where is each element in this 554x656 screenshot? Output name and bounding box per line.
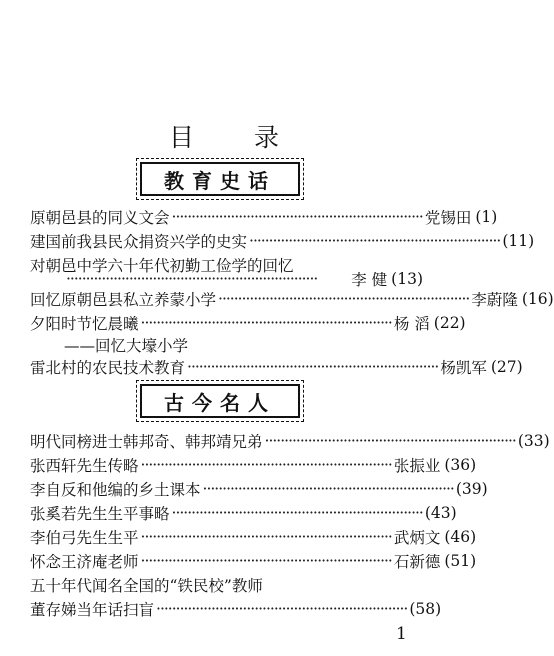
title-left-char: 目: [168, 123, 196, 152]
page-number: 1: [396, 624, 407, 644]
leader-dots: ································································: [264, 432, 516, 450]
toc-entry[interactable]: 五十年代闻名全国的“铁民校”教师: [30, 577, 263, 595]
leader-dots: ································································: [140, 456, 392, 474]
toc-entry[interactable]: 李伯弓先生生平 ································································ 武炳文 (46): [30, 528, 477, 547]
toc-entry[interactable]: 李自反和他编的乡土课本 ································································ (39): [30, 480, 488, 499]
leader-dots: ································································: [171, 504, 423, 522]
toc-entry[interactable]: 夕阳时节忆晨曦 ································································ 杨 滔 (22): [30, 314, 466, 333]
section-heading-famous-people: 古今名人: [140, 384, 300, 418]
leader-dots: ································································: [171, 208, 423, 226]
page-title: [0, 118, 450, 154]
section-heading-education: 教育史话: [140, 162, 300, 196]
leader-dots: ································································: [202, 480, 454, 498]
leader-dots: ································································: [140, 528, 392, 546]
leader-dots: ································································: [187, 358, 439, 376]
toc-entry[interactable]: 雷北村的农民技术教育 ································································ 杨凯军 (27): [30, 358, 523, 377]
leader-dots: ································································: [140, 552, 392, 570]
leader-dots: ································································: [218, 290, 470, 308]
toc-entry[interactable]: 明代同榜进士韩邦奇、韩邦靖兄弟 ································································ (33): [30, 432, 550, 451]
toc-entry[interactable]: 原朝邑县的同义文会 ································································ 党锡田 (1): [30, 208, 498, 227]
toc-entry[interactable]: 建国前我县民众捐资兴学的史实 ································································ (11): [30, 232, 535, 251]
toc-entry-subtitle: ——回忆大壕小学: [64, 337, 189, 355]
toc-entry[interactable]: 回忆原朝邑县私立养蒙小学 ································································ 李蔚隆 (16): [30, 290, 554, 309]
toc-entry[interactable]: 怀念王济庵老师 ································································ 石新德 (51): [30, 552, 477, 571]
leader-dots: ································································: [66, 270, 318, 288]
leader-dots: ································································: [140, 314, 392, 332]
toc-entry[interactable]: 张西轩先生传略 ································································ 张振业 (36): [30, 456, 477, 475]
leader-dots: ································································: [249, 232, 501, 250]
toc-entry[interactable]: 董存娣当年话扫盲 ································································ (58): [30, 600, 442, 619]
leader-dots: ································································: [156, 600, 408, 618]
title-right-char: 录: [254, 123, 282, 152]
toc-entry-continuation[interactable]: ································································ 李 健 (13): [66, 270, 423, 289]
toc-entry[interactable]: 对朝邑中学六十年代初勤工俭学的回忆: [30, 257, 294, 275]
toc-entry[interactable]: 张奚若先生生平事略 ································································ (43): [30, 504, 457, 523]
